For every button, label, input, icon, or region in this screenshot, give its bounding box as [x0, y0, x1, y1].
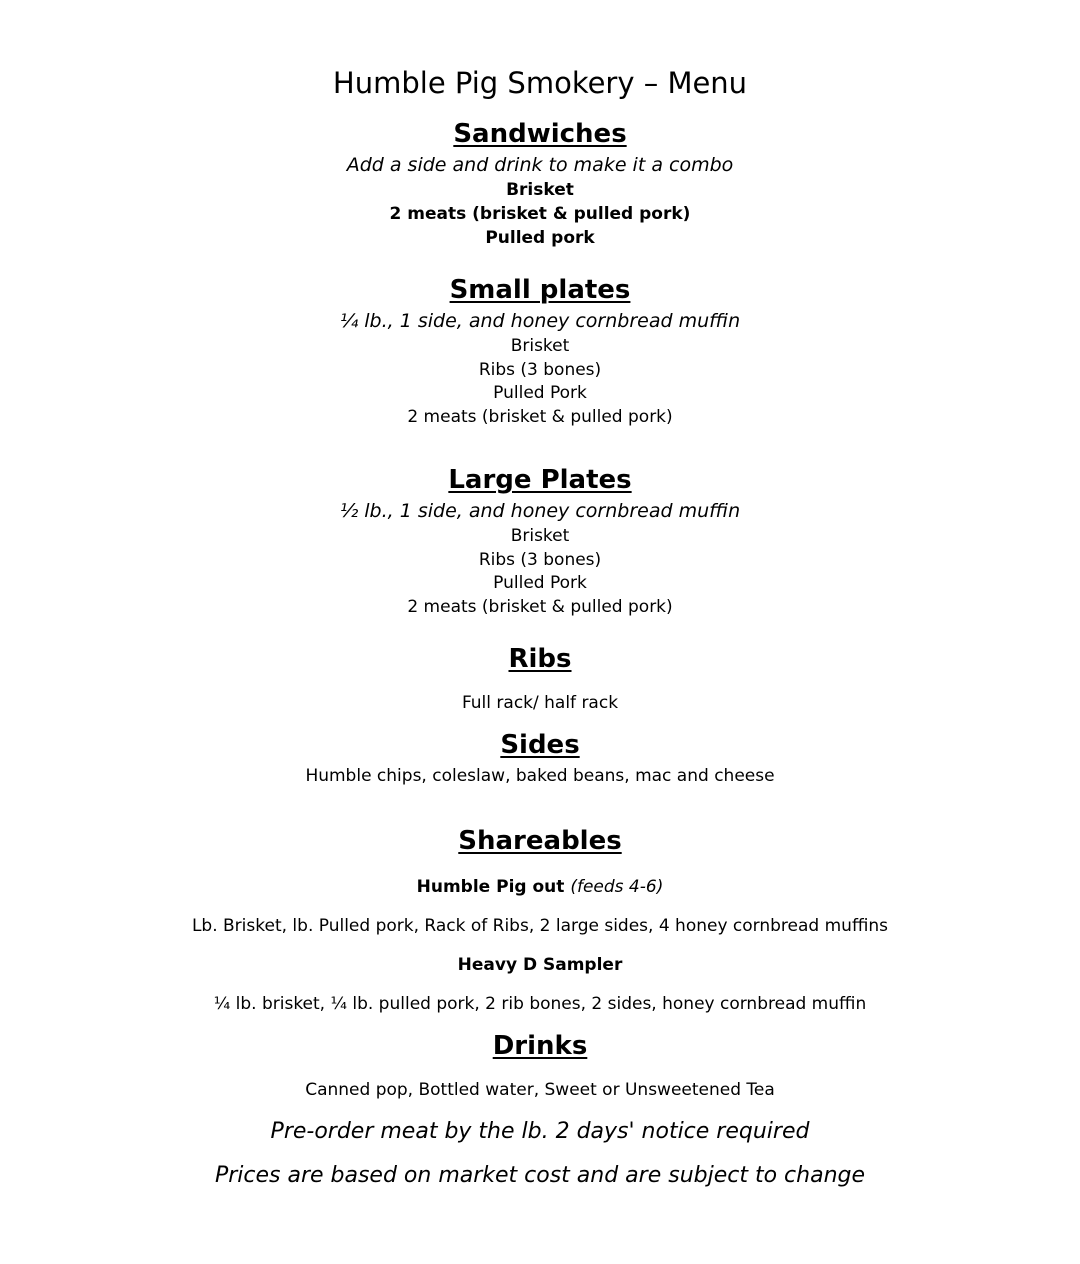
- small-plate-item: 2 meats (brisket & pulled pork): [407, 407, 673, 427]
- sandwich-item: 2 meats (brisket & pulled pork): [389, 204, 691, 224]
- sandwich-item: Brisket: [506, 180, 574, 200]
- shareables-heading: Shareables: [458, 826, 622, 856]
- prices-note: Prices are based on market cost and are subject to change: [214, 1163, 866, 1188]
- sides-heading: Sides: [500, 730, 580, 760]
- ribs-heading: Ribs: [508, 644, 572, 674]
- large-plates-note: ½ lb., 1 side, and honey cornbread muffin: [339, 500, 741, 522]
- large-plates-heading: Large Plates: [448, 465, 632, 495]
- sandwiches-heading: Sandwiches: [453, 119, 627, 149]
- small-plates-heading: Small plates: [449, 275, 631, 305]
- sides-item: Humble chips, coleslaw, baked beans, mac and cheese: [305, 766, 775, 786]
- sandwich-item: Pulled pork: [485, 228, 595, 248]
- large-plate-item: 2 meats (brisket & pulled pork): [407, 597, 673, 617]
- sampler-name: Heavy D Sampler: [457, 955, 623, 975]
- large-plate-item: Brisket: [510, 526, 570, 546]
- pig-out-description: Lb. Brisket, lb. Pulled pork, Rack of Ribs, 2 large sides, 4 honey cornbread muffins: [191, 916, 889, 936]
- pig-out-name: Humble Pig out: [416, 877, 565, 897]
- menu-title: Humble Pig Smokery – Menu: [332, 66, 748, 100]
- pig-out-title: [0, 878, 1080, 898]
- small-plate-item: Brisket: [510, 336, 570, 356]
- ribs-item: Full rack/ half rack: [461, 693, 619, 713]
- drinks-item: Canned pop, Bottled water, Sweet or Unsweetened Tea: [305, 1080, 775, 1100]
- pig-out-serves: (feeds 4-6): [570, 877, 664, 897]
- small-plate-item: Ribs (3 bones): [478, 360, 602, 380]
- sandwiches-note: Add a side and drink to make it a combo: [346, 154, 734, 176]
- drinks-heading: Drinks: [492, 1031, 588, 1061]
- large-plate-item: Ribs (3 bones): [478, 550, 602, 570]
- sampler-description: ¼ lb. brisket, ¼ lb. pulled pork, 2 rib bones, 2 sides, honey cornbread muffin: [213, 994, 867, 1014]
- small-plate-item: Pulled Pork: [493, 383, 587, 403]
- preorder-note: Pre-order meat by the lb. 2 days' notice required: [270, 1119, 810, 1144]
- large-plate-item: Pulled Pork: [493, 573, 587, 593]
- small-plates-note: ¼ lb., 1 side, and honey cornbread muffin: [339, 310, 741, 332]
